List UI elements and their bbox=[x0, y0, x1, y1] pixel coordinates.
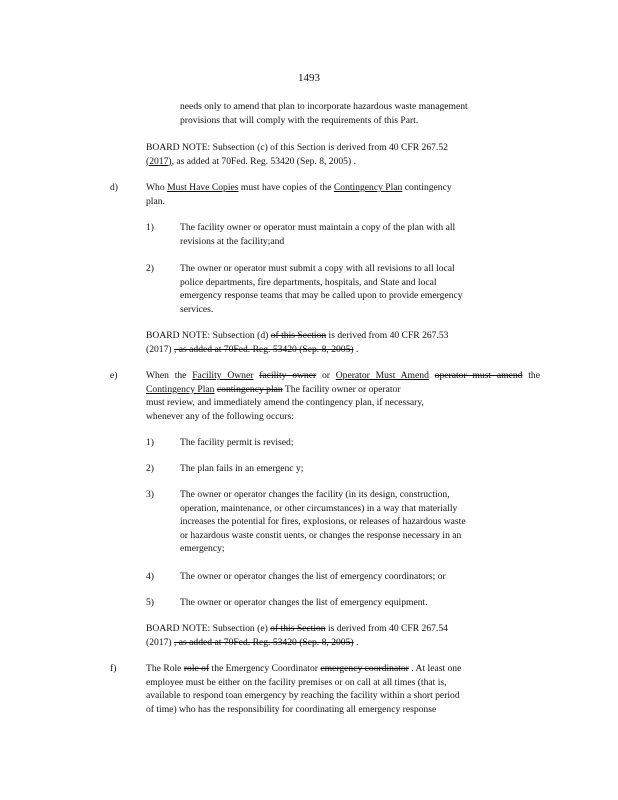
deleted-text: emergency coordinator bbox=[320, 663, 409, 674]
item-e4-text: The owner or operator changes the list of emergency coordinators; or bbox=[180, 571, 446, 582]
deleted-text: , as added at 70Fed. Reg. 53420 (Sep. 8, 2005) bbox=[173, 343, 354, 355]
subsection-f-label: f) bbox=[110, 663, 117, 674]
subsection-d-label: d) bbox=[110, 182, 118, 193]
deleted-text: , as added at 70Fed. Reg. 53420 (Sep. 8, 2005) bbox=[173, 636, 354, 648]
board-note-e: BOARD NOTE: Subsection (e) of this Section is derived from 40 CFR 267.54 (2017) , as added at 70Fed. Reg. 53420 (Sep. 8, 2005) . bbox=[146, 623, 448, 648]
inserted-text: Must Have Copies bbox=[167, 182, 239, 193]
board-note-c: BOARD NOTE: Subsection (c) of this Section is derived from 40 CFR 267.52 (2017), as added at 70Fed. Reg. 53420 (Sep. 8, 2005) . bbox=[146, 142, 448, 167]
item-e2-number: 2) bbox=[146, 463, 154, 474]
inserted-text: Operator Must Amend bbox=[335, 370, 429, 381]
item-e5-number: 5) bbox=[146, 597, 154, 608]
subsection-e-label: e) bbox=[110, 370, 118, 381]
deleted-text: role of bbox=[183, 663, 210, 674]
inserted-text: Facility Owner bbox=[192, 370, 254, 381]
inserted-text: (2017) bbox=[146, 155, 172, 167]
deleted-text: of this Section bbox=[270, 330, 327, 341]
deleted-text: operator must amend bbox=[434, 370, 523, 381]
item-e1-number: 1) bbox=[146, 437, 154, 448]
page-number: 1493 bbox=[298, 72, 320, 84]
item-d2-text: The owner or operator must submit a copy with all revisions to all local police departments, fire departments, hospitals, and State and local emergency response teams that may be called upon to provide emergency services. bbox=[180, 263, 463, 315]
item-d1-number: 1) bbox=[146, 222, 154, 233]
board-note-d: BOARD NOTE: Subsection (d) of this Section is derived from 40 CFR 267.53 (2017) , as added at 70Fed. Reg. 53420 (Sep. 8, 2005) . bbox=[146, 330, 449, 355]
deleted-text: contingency plan bbox=[216, 383, 283, 395]
item-d2-number: 2) bbox=[146, 263, 154, 274]
item-e3-text: The owner or operator changes the facility (in its design, construction, operation, maintenance, or other circumstances) in a way that materially increases the potential for fires, explosions, or releases of hazardous waste or hazardous waste constit uents, or changes the response necessary in an emergency; bbox=[180, 489, 466, 555]
deleted-text: facility owner bbox=[259, 370, 317, 381]
subsection-c-continuation: needs only to amend that plan to incorporate hazardous waste management provisions that will comply with the requirements of this Part. bbox=[180, 101, 468, 126]
inserted-text: Contingency Plan bbox=[146, 383, 215, 395]
item-e3-number: 3) bbox=[146, 489, 154, 500]
subsection-e-heading: When the Facility Owner facility owner or Operator Must Amend operator must amend the Contingency Plan contingency plan The facility owner or operator must review, and immediately amend the contingency plan, if necessary, whenever any of the following occurs: bbox=[146, 370, 540, 422]
subsection-d-heading: Who Must Have Copies must have copies of the Contingency Plan contingency plan. bbox=[146, 182, 452, 207]
subsection-f-text: The Role role of the Emergency Coordinator emergency coordinator . At least one employee must be either on the facility premises or on call at all times (that is, available to respond toan emergency by reaching the facility within a short period of time) who has the responsibility for coordinating all emergency response bbox=[146, 663, 462, 715]
item-e2-text: The plan fails in an emergenc y; bbox=[180, 463, 304, 474]
item-e1-text: The facility permit is revised; bbox=[180, 437, 294, 448]
item-e5-text: The owner or operator changes the list of emergency equipment. bbox=[180, 597, 428, 608]
deleted-text: of this Section bbox=[270, 623, 326, 634]
inserted-text: Contingency Plan bbox=[333, 182, 403, 193]
item-d1-text: The facility owner or operator must maintain a copy of the plan with all revisions at the facility;and bbox=[180, 222, 456, 247]
item-e4-number: 4) bbox=[146, 571, 154, 582]
